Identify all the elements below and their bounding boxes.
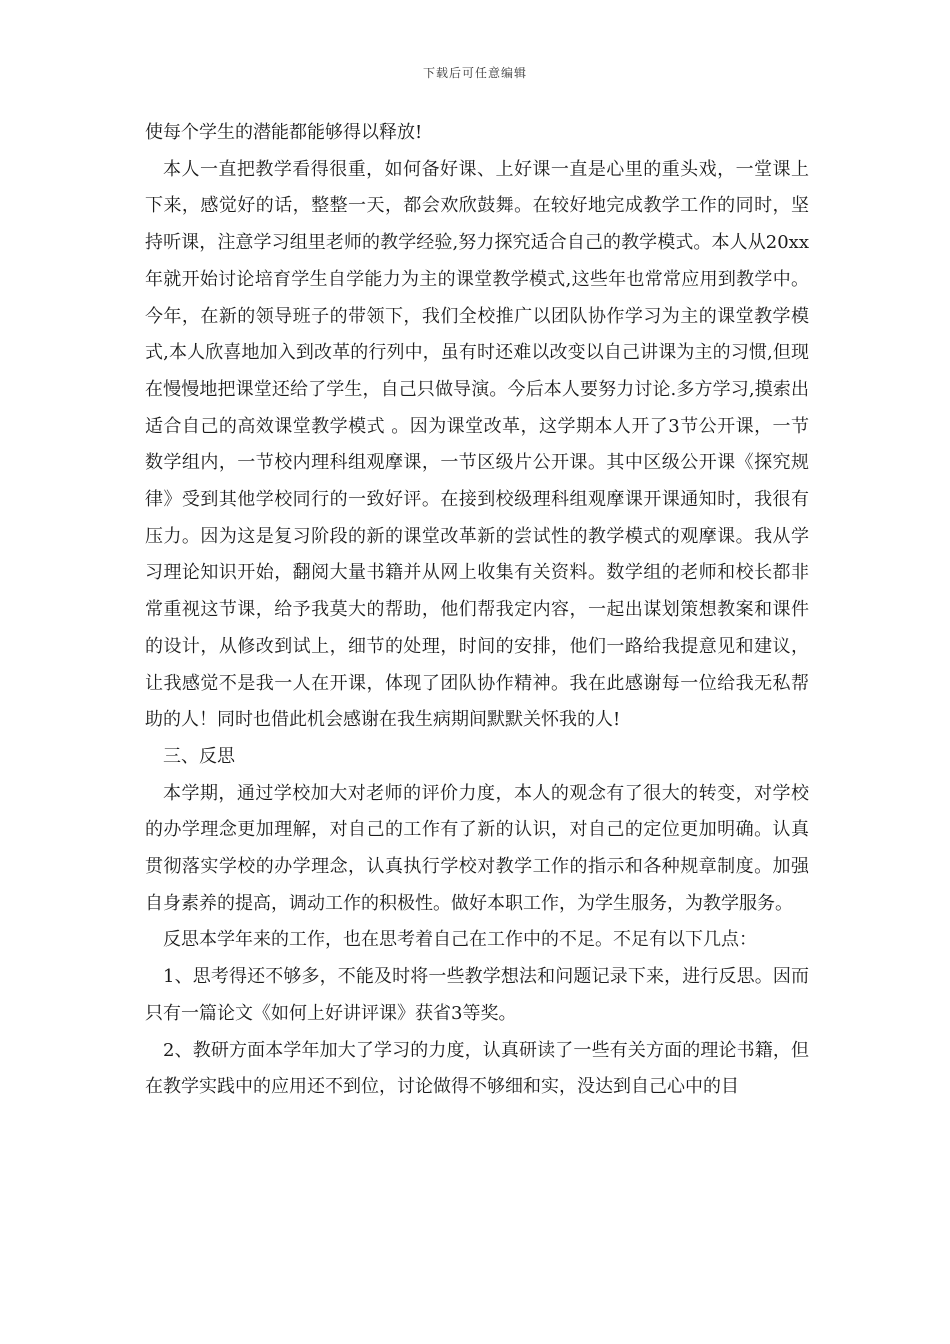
paragraph-reflection-intro: 本学期，通过学校加大对老师的评价力度，本人的观念有了很大的转变，对学校的办学理念更加理解，对自己的工作有了新的认识，对自己的定位更加明确。认真贯彻落实学校的办学理念，认真执行学校对教学工作的指示和各种规章制度。加强自身素养的提高，调动工作的积极性。做好本职工作，为学生服务，为教学服务。 <box>145 782 809 914</box>
paragraph-shortcoming-1: 1、思考得还不够多，不能及时将一些教学想法和问题记录下来，进行反思。因而只有一篇论文《如何上好讲评课》获省3等奖。 <box>145 966 809 1024</box>
page-header: 下载后可任意编辑 <box>422 66 527 80</box>
paragraph-shortcoming-2: 2、教研方面本学年加大了学习的力度，认真研读了一些有关方面的理论书籍，但在教学实践中的应用还不到位，讨论做得不够细和实，没达到自己心中的目 <box>145 1039 809 1098</box>
paragraph-teaching-work: 本人一直把教学看得很重，如何备好课、上好课一直是心里的重头戏，一堂课上下来，感觉好的话，整整一天，都会欢欣鼓舞。在较好地完成教学工作的同时，坚持听课，注意学习组里老师的教学经验,努力探究适合自己的教学模式。本人从20xx年就开始讨论培育学生自学能力为主的课堂教学模式,这些年也常常应用到教学中。 今年，在新的领导班子的带领下，我们全校推广以团队协作学习为主的课堂教学模式,本人欣喜地加入到改革的行列中，虽有时还难以改变以自己讲课为主的习惯,但现在慢慢地把课堂还给了学生，自己只做导演。今后本人要努力讨论.多方学习,摸索出适合自己的高效课堂教学模式 。因为课堂改革，这学期本人开了3节公开课，一节数学组内，一节校内理科组观摩课，一节区级片公开课。其中区级公开课《探究规律》受到其他学校同行的一致好评。在接到校级理科组观摩课开课通知时，我很有压力。因为这是复习阶段的新的课堂改革新的尝试性的教学模式的观摩课。我从学习理论知识开始，翻阅大量书籍并从网上收集有关资料。数学组的老师和校长都非常重视这节课，给予我莫大的帮助，他们帮我定内容，一起出谋划策想教案和课件的设计，从修改到试上，细节的处理，时间的安排，他们一路给我提意见和建议，让我感觉不是我一人在开课，体现了团队协作精神。我在此感谢每一位给我无私帮助的人！同时也借此机会感谢在我生病期间默默关怀我的人! <box>145 158 809 731</box>
paragraph-continuation: 使每个学生的潜能都能够得以释放! <box>145 122 423 143</box>
section-heading-reflection: 三、反思 <box>163 745 235 767</box>
paragraph-shortcomings-intro: 反思本学年来的工作，也在思考着自己在工作中的不足。不足有以下几点： <box>163 929 757 951</box>
document-body <box>145 115 809 1106</box>
